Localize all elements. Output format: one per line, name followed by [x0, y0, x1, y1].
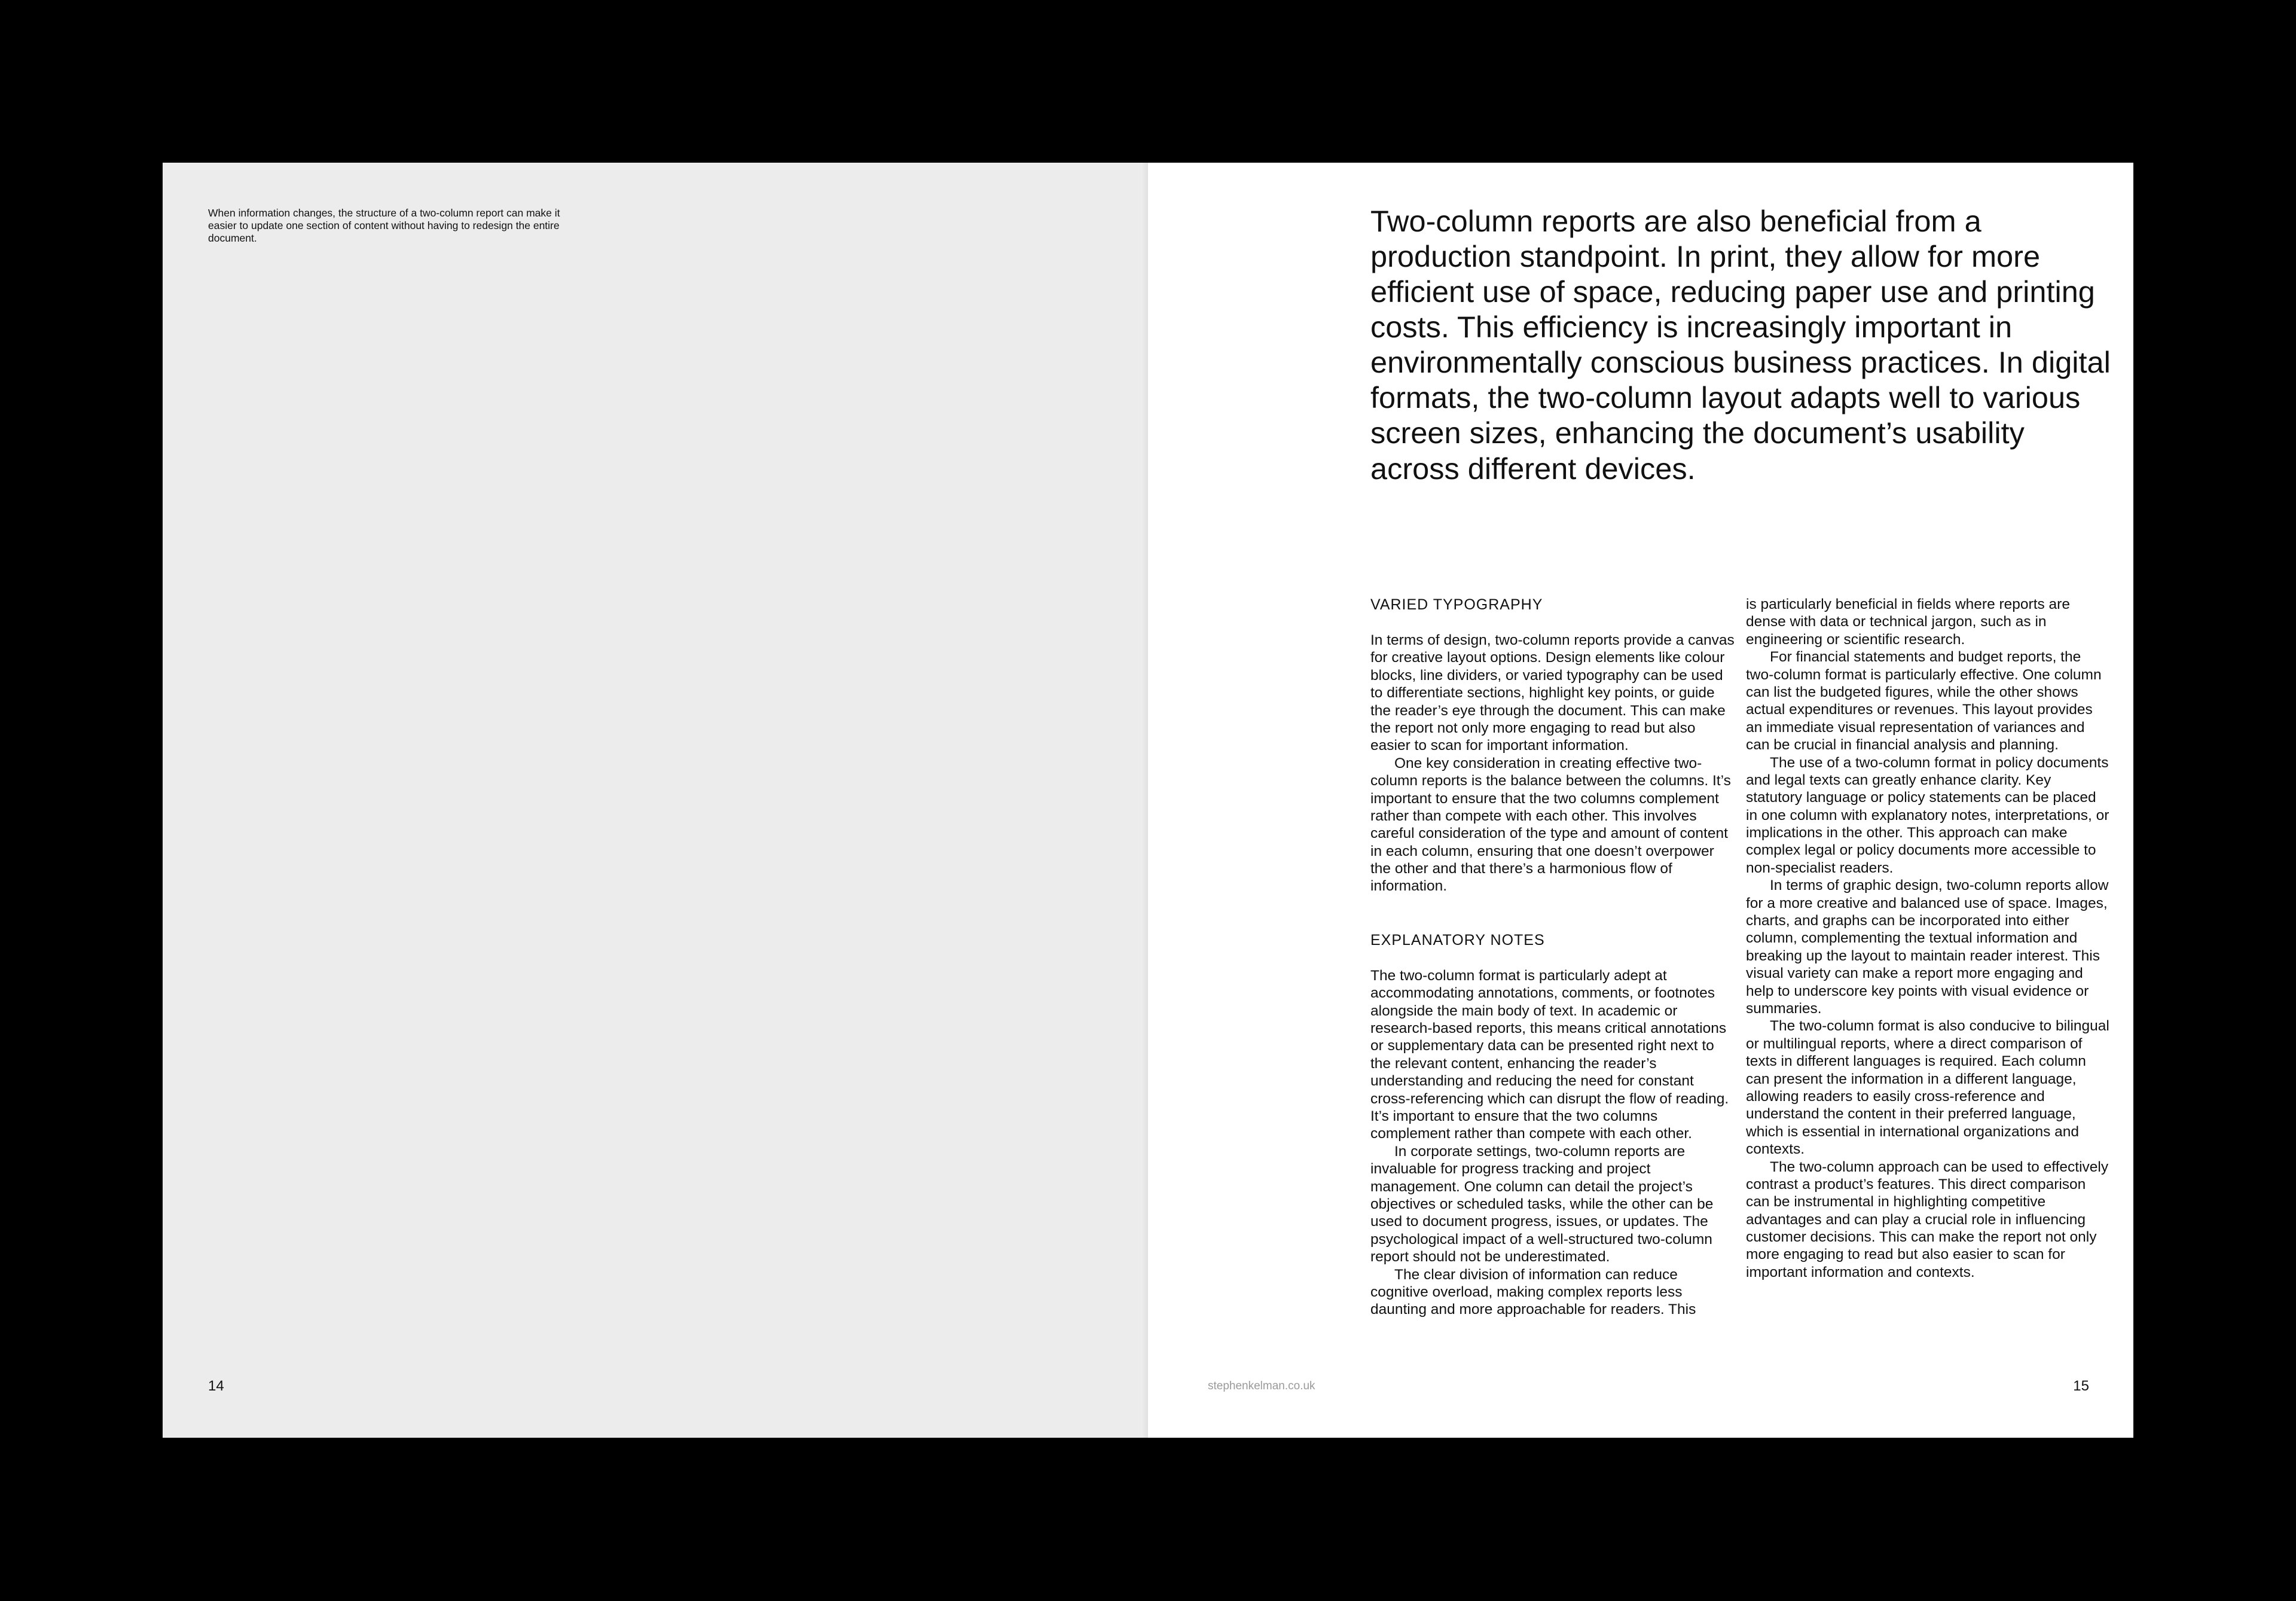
- body-paragraph: For financial statements and budget reports, the two-column format is particularly effective. One column can list the budgeted figures, while the other shows actual expenditures or revenues. This layout provides an immediate visual representation of variances and can be crucial in financial analysis and planning.: [1746, 649, 2102, 754]
- body-paragraph: The two-column format is particularly adept at accommodating annotations, comments, or footnotes alongside the main body of text. In academic or research-based reports, this means critical annotations or supplementary data can be presented right next to the relevant content, enhancing the reader’s understanding and reducing the need for constant cross-referencing which can disrupt the flow of reading. It’s important to ensure that the two columns complement rather than compete with each other.: [1370, 967, 1729, 1142]
- gutter-shadow: [1142, 163, 1148, 1438]
- section-heading-explanatory-notes: EXPLANATORY NOTES: [1370, 931, 1545, 949]
- lead-paragraph: Two-column reports are also beneficial from a production standpoint. In print, they allow for more efficient use of space, reducing paper use and printing costs. This efficiency is increasingly important in environmentally conscious business practices. In digital formats, the two-column layout adapts well to various screen sizes, enhancing the document’s usability across different devices.: [1370, 204, 2111, 486]
- body-paragraph: The two-column approach can be used to effectively contrast a product’s features. This direct comparison can be instrumental in highlighting competitive advantages and can play a crucial role in influencing customer decisions. This can make the report not only more engaging to read but also easier to scan for important information and contexts.: [1746, 1158, 2109, 1280]
- body-paragraph: In corporate settings, two-column reports are invaluable for progress tracking and project management. One column can detail the project’s objectives or scheduled tasks, while the other can be used to document progress, issues, or updates. The psychological impact of a well-structured two-column report should not be underestimated.: [1370, 1143, 1714, 1265]
- book-spread: [163, 163, 2133, 1438]
- body-paragraph: is particularly beneficial in fields where reports are dense with data or technical jargon, such as in engineering or scientific research.: [1746, 596, 2070, 648]
- left-page: [163, 163, 1148, 1438]
- body-paragraph: The two-column format is also conducive to bilingual or multilingual reports, where a direct comparison of texts in different languages is required. Each column can present the information in a different language, allowing readers to easily cross-reference and understand the content in their preferred language, which is essential in international organizations and contexts.: [1746, 1018, 2109, 1158]
- text-column-left: [1370, 596, 1735, 1319]
- right-page: [1148, 163, 2133, 1438]
- page-number-right: 15: [2073, 1378, 2089, 1394]
- site-url: stephenkelman.co.uk: [1208, 1380, 1315, 1392]
- body-paragraph: The clear division of information can reduce cognitive overload, making complex reports less daunting and more approachable for readers. This: [1370, 1266, 1696, 1318]
- text-column-right: [1746, 596, 2111, 1281]
- body-paragraph: One key consideration in creating effective two-column reports is the balance between the columns. It’s important to ensure that the two columns complement rather than compete with each other. This involves careful consideration of the type and amount of content in each column, ensuring that one doesn’t overpower the other and that there’s a harmonious flow of information.: [1370, 755, 1731, 895]
- body-paragraph: The use of a two-column format in policy documents and legal texts can greatly enhance clarity. Key statutory language or policy statements can be placed in one column with explanatory notes, interpretations, or implications in the other. This approach can make complex legal or policy documents more accessible to non-specialist readers.: [1746, 754, 2109, 876]
- page-number-left: 14: [208, 1378, 224, 1394]
- section-heading-varied-typography: VARIED TYPOGRAPHY: [1370, 596, 1543, 613]
- body-paragraph: In terms of design, two-column reports provide a canvas for creative layout options. Design elements like colour blocks, line dividers, or varied typography can be used to differentiate sections, highlight key points, or guide the reader’s eye through the document. This can make the report not only more engaging to read but also easier to scan for important information.: [1370, 632, 1735, 754]
- body-paragraph: In terms of graphic design, two-column reports allow for a more creative and balanced use of space. Images, charts, and graphs can be incorporated into either column, complementing the textual information and breaking up the layout to maintain reader interest. This visual variety can make a report more engaging and help to underscore key points with visual evidence or summaries.: [1746, 877, 2109, 1017]
- left-caption: When information changes, the structure of a two-column report can make it easier to update one section of content without having to redesign the entire document.: [208, 207, 560, 244]
